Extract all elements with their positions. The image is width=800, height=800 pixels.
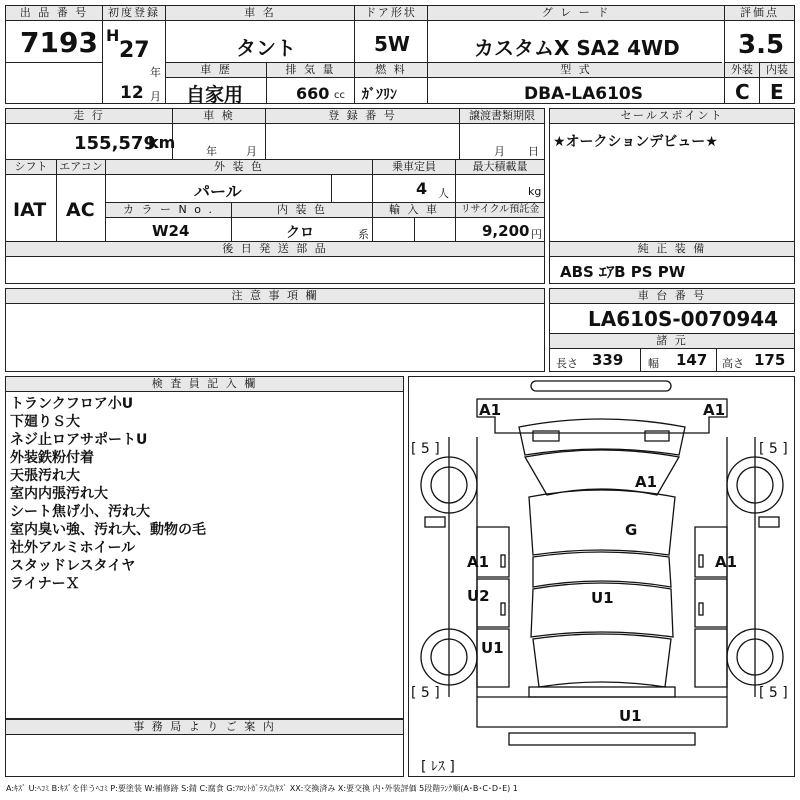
history-value: 自家用 xyxy=(186,84,244,106)
door-type-value: 5W xyxy=(374,32,410,56)
history-header: 車 歴 xyxy=(166,63,266,78)
height-label: 高さ xyxy=(722,357,744,370)
damage-mark: A1 xyxy=(635,473,658,491)
damage-mark: A1 xyxy=(703,401,726,419)
tire-tread-left-top: [ 5 ] xyxy=(411,441,440,457)
mileage-header: 走 行 xyxy=(6,109,172,124)
inspector-header: 検 査 員 記 入 欄 xyxy=(6,377,403,392)
ext-color-header: 外 装 色 xyxy=(106,160,372,175)
damage-mark: A1 xyxy=(467,553,490,571)
width-value: 147 xyxy=(676,351,708,369)
recycle-unit: 円 xyxy=(531,228,542,241)
damage-mark: U1 xyxy=(591,589,614,607)
chassis-value: LA610S-0070944 xyxy=(588,307,779,331)
year-value: 27 xyxy=(119,38,150,63)
color-no-header: カ ラ ー N o . xyxy=(106,203,231,218)
notes-header: 注 意 事 項 欄 xyxy=(6,289,544,304)
spare-tire-label: [ ﾚｽ ] xyxy=(421,759,455,775)
year-unit: 年 xyxy=(150,66,161,79)
score-value: 3.5 xyxy=(738,30,785,60)
shift-value: IAT xyxy=(13,199,47,221)
capacity-header: 乗車定員 xyxy=(373,160,455,175)
remark-line: ライナーＸ xyxy=(10,576,80,592)
remark-line: 室内内張汚れ大 xyxy=(10,486,108,502)
recycle-value: 9,200 xyxy=(482,222,530,240)
genuine-header: 純 正 装 備 xyxy=(550,242,794,257)
genuine-value: ABS ｴｱB PS PW xyxy=(560,263,686,281)
sales-point-header: セールスポイント xyxy=(550,109,794,124)
remarks-list xyxy=(10,395,206,593)
office-box xyxy=(5,719,404,777)
width-label: 幅 xyxy=(648,357,659,370)
damage-mark: U1 xyxy=(481,639,504,657)
remark-line: 室内臭い強、汚れ大、動物の毛 xyxy=(10,522,206,538)
remark-line: 天張汚れ大 xyxy=(10,468,80,484)
import-header: 輸 入 車 xyxy=(373,203,455,218)
model-name-value: タント xyxy=(236,36,296,60)
grade-value: カスタムX SA2 4WD xyxy=(474,36,680,60)
fuel-value: ｶﾞｿﾘﾝ xyxy=(362,87,397,103)
aircon-value: AC xyxy=(66,199,95,221)
insp-year-unit: 年 xyxy=(206,145,217,158)
reg-no-header: 登 録 番 号 xyxy=(266,109,459,124)
damage-mark: U1 xyxy=(619,707,642,725)
score-header: 評価点 xyxy=(725,6,794,21)
car-diagram xyxy=(409,377,794,776)
cc-unit: cc xyxy=(334,90,345,101)
remark-line: 下廻りＳ大 xyxy=(10,414,80,430)
recycle-header: リサイクル預託金 xyxy=(456,203,544,218)
remark-line: スタッドレスタイヤ xyxy=(10,558,136,574)
remark-line: ネジ止ロアサポートU xyxy=(10,432,148,448)
details-table xyxy=(5,108,545,284)
remark-line: 外装鉄粉付着 xyxy=(10,450,94,466)
inspector-box xyxy=(5,376,404,719)
aircon-header: エアコン xyxy=(57,160,105,175)
tire-tread-left-bottom: [ 5 ] xyxy=(411,685,440,701)
shift-header: シフト xyxy=(6,160,56,175)
lot-no-header: 出 品 番 号 xyxy=(6,6,102,21)
deadline-header: 譲渡書類期限 xyxy=(460,109,544,124)
capacity-value: 4 xyxy=(416,179,428,198)
km-unit: km xyxy=(148,133,176,152)
ext-color-value: パール xyxy=(194,182,242,201)
fuel-header: 燃 料 xyxy=(355,63,427,78)
first-reg-header: 初度登録 xyxy=(103,6,165,21)
exterior-value: C xyxy=(735,80,750,104)
deadline-month-unit: 月 xyxy=(494,145,505,158)
legend-text: A:ｷｽﾞ U:ﾍｺﾐ B:ｷｽﾞを伴うﾍｺﾐ P:要塗装 W:補修跡 S:錆 C:腐食 G:ﾌﾛﾝﾄｶﾞﾗｽ点ｷｽﾞ XX:交換済み X:要交換 内･外装評価 5段階ﾗﾝｸ順(A･B･C･D･E) 1 xyxy=(6,784,518,793)
office-header: 事 務 局 よ り ご 案 内 xyxy=(6,720,403,735)
int-color-value: クロ xyxy=(286,225,314,241)
mileage-value: 155,579 xyxy=(74,133,156,154)
height-value: 175 xyxy=(754,351,786,369)
damage-mark: U2 xyxy=(467,587,490,605)
capacity-unit: 人 xyxy=(438,187,449,200)
max-load-header: 最大積載量 xyxy=(456,160,544,175)
remark-line: シート焦げ小、汚れ大 xyxy=(10,504,150,520)
displacement-header: 排 気 量 xyxy=(267,63,354,78)
specs-header: 諸 元 xyxy=(550,334,794,349)
month-unit: 月 xyxy=(150,90,161,103)
tire-tread-right-bottom: [ 5 ] xyxy=(759,685,788,701)
sales-point-box xyxy=(549,108,795,284)
damage-mark: A1 xyxy=(715,553,738,571)
grade-header: グ レ ー ド xyxy=(428,6,724,21)
month-value: 12 xyxy=(120,83,144,103)
lot-no-value: 7193 xyxy=(20,26,98,59)
chassis-box xyxy=(549,288,795,372)
top-header-table xyxy=(5,5,795,104)
length-label: 長さ xyxy=(556,357,578,370)
door-type-header: ドア形状 xyxy=(355,6,427,21)
int-color-header: 内 装 色 xyxy=(232,203,372,218)
length-value: 339 xyxy=(592,351,624,369)
insp-month-unit: 月 xyxy=(246,145,257,158)
remark-line: トランクフロア小U xyxy=(10,396,134,412)
inspection-header: 車 検 xyxy=(173,109,265,124)
sales-point-value: ★オークションデビュー★ xyxy=(553,134,718,150)
model-name-header: 車 名 xyxy=(166,6,354,21)
color-no-value: W24 xyxy=(152,222,190,240)
car-diagram-box xyxy=(408,376,795,777)
remark-line: 社外アルミホイール xyxy=(10,540,136,556)
damage-mark: A1 xyxy=(479,401,502,419)
displacement-value: 660 xyxy=(296,84,330,103)
type-value: DBA-LA610S xyxy=(524,84,643,104)
damage-mark: G xyxy=(625,521,638,539)
max-load-unit: kg xyxy=(528,185,542,198)
int-color-unit: 系 xyxy=(358,228,369,241)
interior-header: 内装 xyxy=(760,63,794,78)
notes-box xyxy=(5,288,545,372)
type-header: 型 式 xyxy=(428,63,724,78)
chassis-header: 車 台 番 号 xyxy=(550,289,794,304)
tire-tread-right-top: [ 5 ] xyxy=(759,441,788,457)
parts-header: 後 日 発 送 部 品 xyxy=(6,242,544,257)
deadline-day-unit: 日 xyxy=(528,145,539,158)
interior-value: E xyxy=(770,80,784,104)
era-value: H xyxy=(106,26,120,45)
exterior-header: 外装 xyxy=(725,63,759,78)
